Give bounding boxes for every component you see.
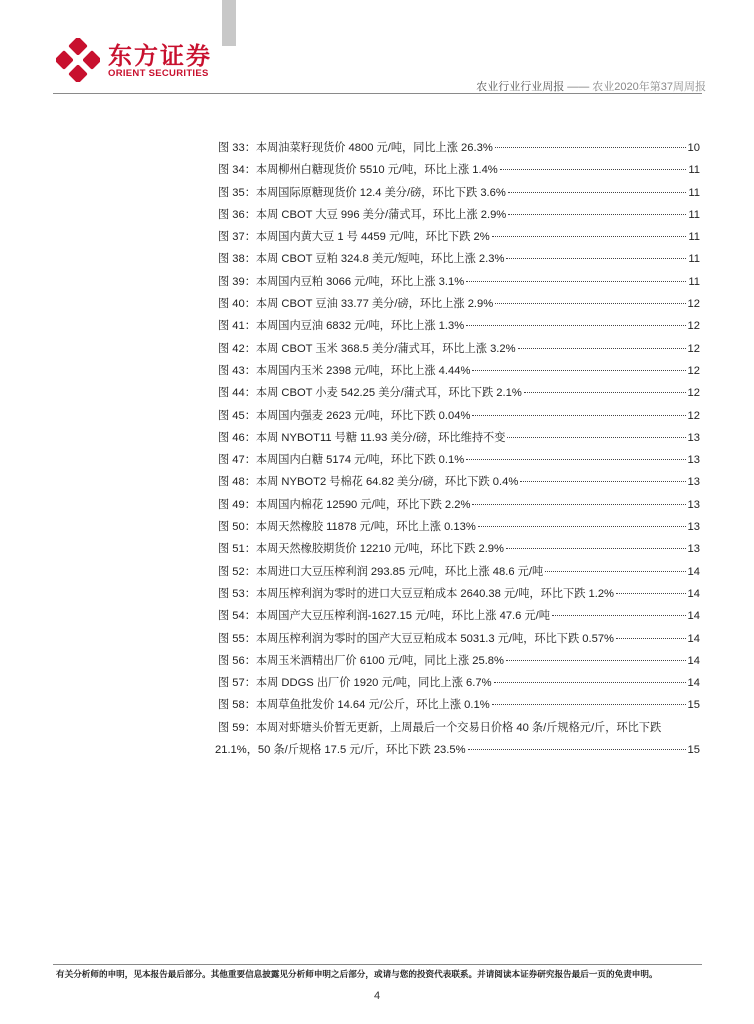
toc-entry-label: 图 50：本周天然橡胶 11878 元/吨，环比上涨 0.13% — [218, 521, 476, 534]
toc-entry-label: 图 48：本周 NYBOT2 号棉花 64.82 美分/磅，环比下跌 0.4% — [218, 476, 519, 489]
toc-entry-label: 图 41：本周国内豆油 6832 元/吨，环比上涨 1.3% — [218, 320, 465, 333]
report-header — [476, 78, 706, 94]
footer-disclaimer: 有关分析师的申明，见本报告最后部分。其他重要信息披露见分析师申明之后部分，或请与您的投资代表联系。并请阅读本证券研究报告最后一页的免责申明。 — [56, 969, 658, 979]
toc-entry[interactable] — [218, 226, 700, 248]
report-type: 农业行业行业周报 — [476, 81, 565, 93]
toc-entry-label: 图 36：本周 CBOT 大豆 996 美分/蒲式耳，环比上涨 2.9% — [218, 208, 507, 221]
toc-leader-dots — [616, 638, 686, 639]
toc-leader-dots — [545, 571, 685, 572]
toc-entry-page: 12 — [687, 320, 700, 333]
toc-entry-page: 12 — [687, 409, 700, 422]
toc-entry-label: 图 38：本周 CBOT 豆粕 324.8 美元/短吨，环比上涨 2.3% — [218, 253, 505, 266]
toc-entry-page: 14 — [687, 654, 700, 667]
toc-leader-dots — [500, 169, 687, 170]
toc-leader-dots — [472, 504, 685, 505]
toc-entry-label: 图 45：本周国内强麦 2623 元/吨，环比下跌 0.04% — [218, 409, 471, 422]
footer-divider — [53, 964, 702, 965]
toc-entry-page: 11 — [688, 186, 700, 199]
toc-leader-dots — [518, 348, 686, 349]
toc-entry[interactable] — [218, 315, 700, 337]
toc-entry-page: 14 — [687, 677, 700, 690]
toc-entry-last[interactable] — [215, 717, 700, 761]
toc-leader-dots — [492, 704, 686, 705]
toc-entry-label: 图 55：本周压榨利润为零时的国产大豆豆粕成本 5031.3 元/吨，环比下跌 0.57% — [218, 632, 614, 645]
toc-entry-label-line2: 21.1%，50 条/斤规格 17.5 元/斤，环比下跌 23.5% — [215, 743, 466, 756]
toc-leader-dots — [520, 481, 685, 482]
toc-entry-label: 图 33：本周油菜籽现货价 4800 元/吨，同比上涨 26.3% — [218, 142, 493, 154]
toc-entry[interactable] — [218, 628, 700, 650]
toc-entry-label: 图 35：本周国际原糖现货价 12.4 美分/磅，环比下跌 3.6% — [218, 186, 506, 199]
toc-entry[interactable] — [218, 204, 700, 226]
logo — [56, 36, 216, 82]
toc-entry-label: 图 57：本周 DDGS 出厂价 1920 元/吨，同比上涨 6.7% — [218, 677, 492, 690]
toc-entry[interactable] — [218, 427, 700, 449]
toc-leader-dots — [552, 615, 686, 616]
toc-entry-label: 图 53：本周压榨利润为零时的进口大豆豆粕成本 2640.38 元/吨，环比下跌 1.2% — [218, 587, 614, 600]
toc-entry[interactable] — [218, 561, 700, 583]
toc-entry[interactable] — [218, 583, 700, 605]
toc-entry-label: 图 39：本周国内豆粕 3066 元/吨，环比上涨 3.1% — [218, 275, 465, 288]
toc-entry-page: 14 — [687, 610, 700, 623]
toc-leader-dots — [466, 281, 686, 282]
toc-entry-page: 12 — [687, 342, 700, 355]
toc-entry-page: 14 — [687, 587, 700, 600]
brand-name-cn: 东方证券 — [108, 43, 212, 70]
toc-entry[interactable] — [218, 516, 700, 538]
toc-entry-label: 图 34：本周柳州白糖现货价 5510 元/吨，环比上涨 1.4% — [218, 164, 498, 177]
toc-entry-page: 11 — [688, 208, 700, 221]
toc-entry-page: 15 — [687, 743, 700, 756]
toc-entry-page: 13 — [687, 498, 700, 511]
toc-entry-label: 图 37：本周国内黄大豆 1 号 4459 元/吨，环比下跌 2% — [218, 231, 490, 244]
toc-entry[interactable] — [218, 494, 700, 516]
toc-leader-dots — [506, 258, 686, 259]
header-divider — [53, 93, 702, 94]
toc-entry-page: 15 — [687, 699, 700, 712]
toc-entry-page: 10 — [687, 142, 700, 154]
report-title: 农业2020年第37周周报 — [592, 81, 706, 93]
toc-entry[interactable] — [218, 338, 700, 360]
toc-entry-page: 14 — [687, 565, 700, 578]
toc-entry-page: 11 — [688, 275, 700, 288]
toc-entry-page: 12 — [687, 298, 700, 311]
figure-list — [215, 137, 700, 761]
toc-leader-dots — [508, 192, 687, 193]
toc-leader-dots — [524, 392, 686, 393]
toc-entry-label: 图 52：本周进口大豆压榨利润 293.85 元/吨，环比上涨 48.6 元/吨 — [218, 565, 544, 578]
toc-leader-dots — [495, 303, 685, 304]
toc-leader-dots — [507, 437, 685, 438]
toc-entry-page: 12 — [687, 387, 700, 400]
toc-entry[interactable] — [218, 538, 700, 560]
toc-entry-label: 图 51：本周天然橡胶期货价 12210 元/吨，环比下跌 2.9% — [218, 543, 504, 556]
toc-leader-dots — [478, 526, 686, 527]
toc-entry[interactable] — [218, 271, 700, 293]
toc-entry[interactable] — [218, 182, 700, 204]
toc-entry-label: 图 56：本周玉米酒精出厂价 6100 元/吨，同比上涨 25.8% — [218, 654, 504, 667]
toc-leader-dots — [506, 660, 686, 661]
toc-entry[interactable] — [218, 382, 700, 404]
toc-entry-label: 图 46：本周 NYBOT11 号糖 11.93 美分/磅，环比维持不变 — [218, 431, 506, 444]
toc-leader-dots — [492, 236, 687, 237]
toc-entry-label: 图 58：本周草鱼批发价 14.64 元/公斤，环比上涨 0.1% — [218, 699, 490, 712]
toc-entry[interactable] — [218, 449, 700, 471]
toc-entry-page: 14 — [687, 632, 700, 645]
orient-securities-logo-icon — [56, 38, 100, 82]
toc-entry[interactable] — [218, 248, 700, 270]
toc-entry[interactable] — [218, 672, 700, 694]
toc-entry[interactable] — [218, 694, 700, 716]
toc-entry[interactable] — [218, 293, 700, 315]
toc-entry-label: 图 42：本周 CBOT 玉米 368.5 美分/蒲式耳，环比上涨 3.2% — [218, 342, 516, 355]
toc-leader-dots — [494, 682, 686, 683]
toc-entry-label: 图 44：本周 CBOT 小麦 542.25 美分/蒲式耳，环比下跌 2.1% — [218, 387, 522, 400]
toc-entry-page: 11 — [688, 164, 700, 177]
toc-leader-dots — [472, 370, 685, 371]
page-number: 4 — [373, 990, 381, 1002]
toc-entry[interactable] — [218, 605, 700, 627]
toc-entry[interactable] — [218, 650, 700, 672]
toc-leader-dots — [508, 214, 686, 215]
toc-entry-label: 图 40：本周 CBOT 豆油 33.77 美分/磅，环比上涨 2.9% — [218, 298, 494, 311]
toc-leader-dots — [616, 593, 686, 594]
toc-leader-dots — [495, 147, 686, 148]
toc-entry-page: 12 — [687, 364, 700, 377]
toc-entry-page: 11 — [688, 253, 700, 266]
toc-leader-dots — [466, 459, 685, 460]
toc-leader-dots — [468, 749, 686, 750]
toc-entry-label: 图 54：本周国产大豆压榨利润-1627.15 元/吨，环比上涨 47.6 元/吨 — [218, 610, 550, 623]
toc-entry-label: 图 43：本周国内玉米 2398 元/吨，环比上涨 4.44% — [218, 364, 471, 377]
toc-leader-dots — [472, 415, 685, 416]
toc-entry[interactable] — [218, 471, 700, 493]
top-grey-bar — [222, 0, 236, 46]
toc-entry[interactable] — [218, 405, 700, 427]
toc-entry[interactable] — [218, 159, 700, 181]
header-separator: —— — [567, 81, 590, 93]
toc-entry-page: 11 — [688, 231, 700, 244]
toc-entry-page: 13 — [687, 521, 700, 534]
toc-entry-page: 13 — [687, 476, 700, 489]
toc-entry-label: 图 47：本周国内白糖 5174 元/吨，环比下跌 0.1% — [218, 454, 465, 467]
toc-entry[interactable] — [218, 360, 700, 382]
toc-entry-page: 13 — [687, 454, 700, 467]
toc-leader-dots — [466, 325, 685, 326]
brand-name-en: ORIENT SECURITIES — [108, 68, 209, 79]
toc-entry-label: 图 49：本周国内棉花 12590 元/吨，环比下跌 2.2% — [218, 498, 471, 511]
toc-entry-label-line1: 图 59：本周对虾塘头价暂无更新，上周最后一个交易日价格 40 条/斤规格元/斤，环比下跌 — [218, 721, 662, 734]
toc-entry-page: 13 — [687, 431, 700, 444]
toc-entry-page: 13 — [687, 543, 700, 556]
toc-leader-dots — [506, 548, 686, 549]
toc-entry[interactable] — [218, 137, 700, 159]
